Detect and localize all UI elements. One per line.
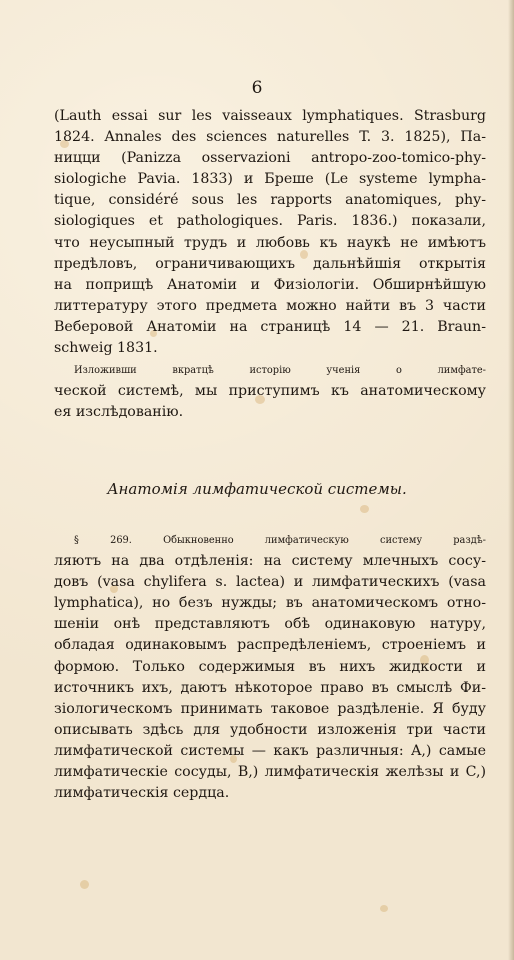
foxing-stain [80,880,89,889]
paragraph-section-269 [54,530,486,804]
text-line: предѣловъ, ограничивающихъ дальнѣйшія открытія [54,255,486,272]
text-line: ея изслѣдованію. [54,404,184,421]
section-heading: Анатомія лимфатической системы. [107,480,407,498]
text-line: Веберовой Анатоміи на страницѣ 14 — 21. Braun- [54,318,486,335]
text-line: зіологическомъ принимать таковое раздѣленіе. Я буду [54,700,486,717]
text-line: лимфатической системы — какъ различныя: A,) самые [54,742,486,759]
paragraph-bibliography [54,106,486,359]
text-line: tique, considéré sous les rapports anatomiques, phy- [54,192,486,209]
text-line: лимфатическія сердца. [54,785,230,802]
text-line: довъ (vasa chylifera s. lactea) и лимфатическихъ (vasa [54,574,486,591]
text-line: литтературу этого предмета можно найти въ 3 части [54,297,486,314]
text-line: обладая одинаковымъ распредѣленіемъ, строеніемъ и [54,637,486,654]
text-line: ницци (Panizza osservazioni antropo-zoo-tomico-phy- [54,150,486,167]
text-line: что неусыпный трудъ и любовь къ наукѣ не имѣютъ [54,234,486,251]
text-line: Изложивши вкратцѣ исторію ученія о лимфате- [74,365,486,376]
text-line: на поприщѣ Анатоміи и Физіологіи. Обширнѣйшую [54,276,486,293]
text-line: ляютъ на два отдѣленія: на систему млечныхъ сосу- [54,553,486,570]
foxing-stain [380,905,388,912]
text-line: 1824. Annales des sciences naturelles T. 3. 1825), Па- [54,129,486,146]
text-line: siologiques et pathologiques. Paris. 1836.) показали, [54,213,486,230]
text-line: schweig 1831. [54,340,158,357]
text-line: лимфатическіе сосуды, B,) лимфатическія желѣзы и C,) [54,764,486,781]
page-number: 6 [251,78,263,98]
paragraph-summary [54,360,486,423]
text-line: шеніи онѣ представляютъ обѣ одинаковую натуру, [54,616,486,633]
text-line: lymphatica), но безъ нужды; въ анатомическомъ отно- [54,595,486,612]
text-line: описывать здѣсь для удобности изложенія три части [54,721,486,738]
text-line: формою. Только содержимыя въ нихъ жидкости и [54,658,486,675]
text-line: (Lauth essai sur les vaisseaux lymphatiques. Strasburg [54,108,486,124]
text-line: § 269. Обыкновенно лимфатическую систему раздѣ- [74,535,486,546]
text-line: источникъ ихъ, даютъ нѣкоторое право въ смыслѣ Фи- [54,679,486,696]
text-line: ческой системѣ, мы приступимъ къ анатомическому [54,383,486,400]
text-line: siologiche Pavia. 1833) и Бреше (Le systeme lympha- [54,171,486,188]
foxing-stain [360,505,369,513]
